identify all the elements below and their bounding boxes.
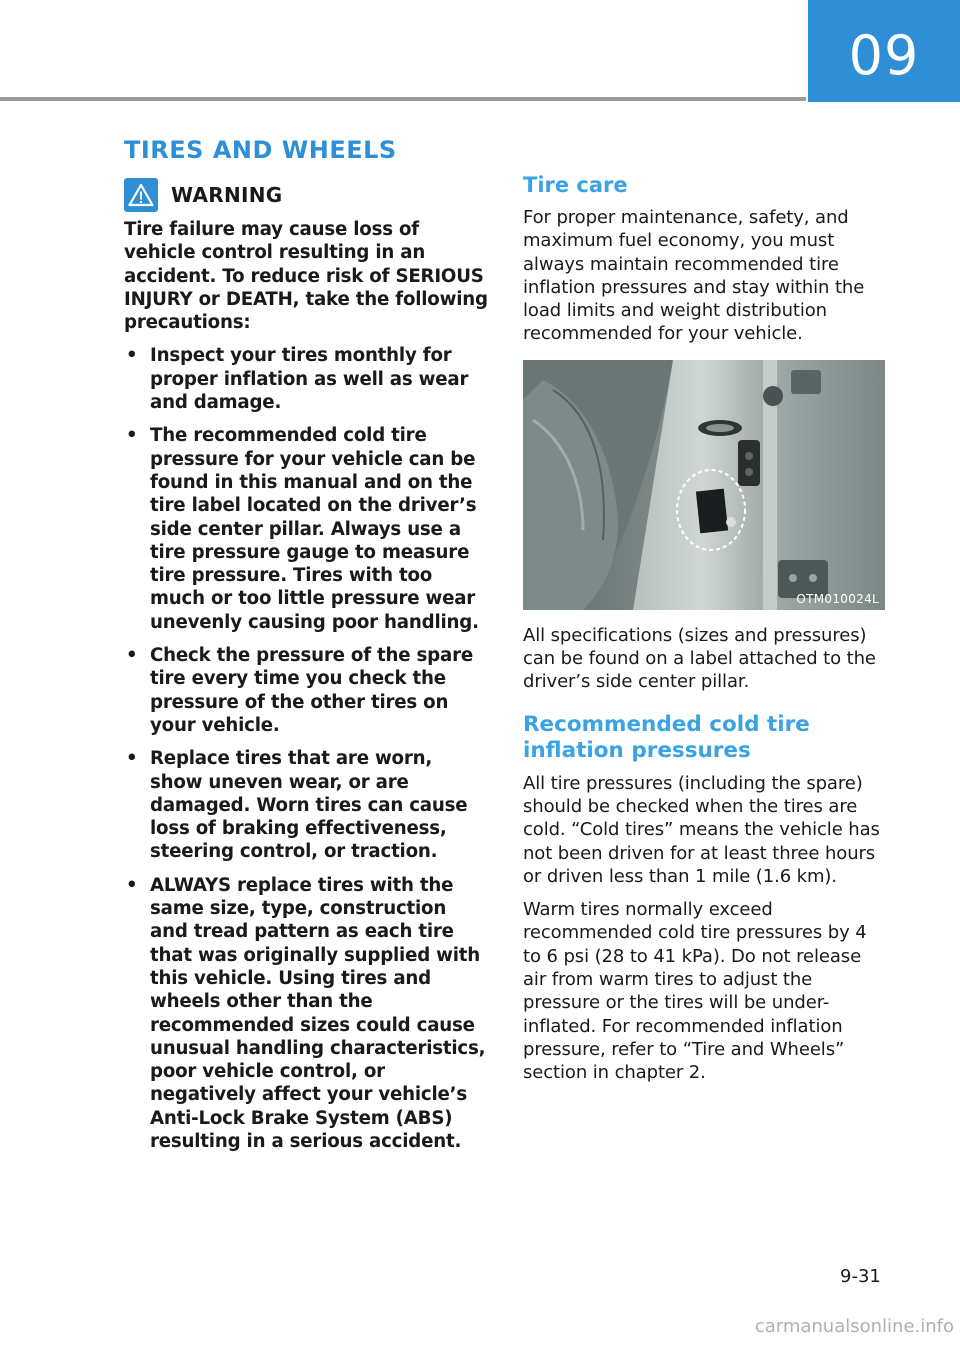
cold-pressures-paragraph-1: All tire pressures (including the spare) should be checked when the tires are cold. “Cold tires” means the vehicle has not been driven for at least three hours or driven less than 1 mile (1.6 km). <box>523 772 880 887</box>
cold-pressures-heading: Recommended cold tire inflation pressures <box>523 711 810 763</box>
list-item: • ALWAYS replace tires with the same size, type, construction and tread pattern as each tire that was originally supplied with this vehicle. Using tires and wheels other than the recommended sizes could cause unusual handling characteristics, poor vehicle control, or negatively affect your vehicle’s Anti-Lock Brake System (ABS) resulting in a serious accident. <box>126 874 486 1152</box>
tire-care-paragraph: For proper maintenance, safety, and maximum fuel economy, you must always maintain recommended tire inflation pressures and stay within the load limits and weight distribution recommended for your vehicle. <box>523 207 865 345</box>
warning-triangle-icon <box>124 178 158 212</box>
page-number: 9-31 <box>840 1266 881 1287</box>
warning-label: WARNING <box>171 183 283 207</box>
list-item: • Replace tires that are worn, show uneven wear, or are damaged. Worn tires can cause loss of braking effectiveness, steering control, or traction. <box>126 748 468 863</box>
list-item: • The recommended cold tire pressure for your vehicle can be found in this manual and on the tire label located on the driver’s side center pillar. Always use a tire pressure gauge to measure tire pressure. Tires with too much or too little pressure wear unevenly causing poor handling. <box>126 425 479 633</box>
tire-care-heading: Tire care <box>523 173 628 197</box>
right-column <box>523 172 888 1095</box>
list-item: • Inspect your tires monthly for proper inflation as well as wear and damage. <box>126 345 469 414</box>
warning-bullets <box>124 344 488 1153</box>
header-rule <box>0 97 806 101</box>
warning-header <box>124 178 488 212</box>
chapter-tab: 09 <box>808 0 960 102</box>
figure-caption: OTM010024L <box>796 591 879 606</box>
warning-intro: Tire failure may cause loss of vehicle control resulting in an accident. To reduce risk of SERIOUS INJURY or DEATH, take the following precautions: <box>124 219 488 334</box>
footer-watermark: carmanualsonline.info <box>754 1316 954 1337</box>
cold-pressures-paragraph-2: Warm tires normally exceed recommended cold tire pressures by 4 to 6 psi (28 to 41 kPa). Do not release air from warm tires to adjust the pressure or the tires will be under-inflated. For recommended inflation pressure, refer to “Tire and Wheels” section in chapter 2. <box>523 899 867 1084</box>
door-pillar-image <box>523 360 885 610</box>
warning-box <box>124 178 488 1163</box>
specifications-paragraph: All specifications (sizes and pressures) can be found on a label attached to the driver’s side center pillar. <box>523 624 876 693</box>
list-item: • Check the pressure of the spare tire every time you check the pressure of the other tires on your vehicle. <box>126 645 473 736</box>
section-title: TIRES AND WHEELS <box>124 136 397 164</box>
